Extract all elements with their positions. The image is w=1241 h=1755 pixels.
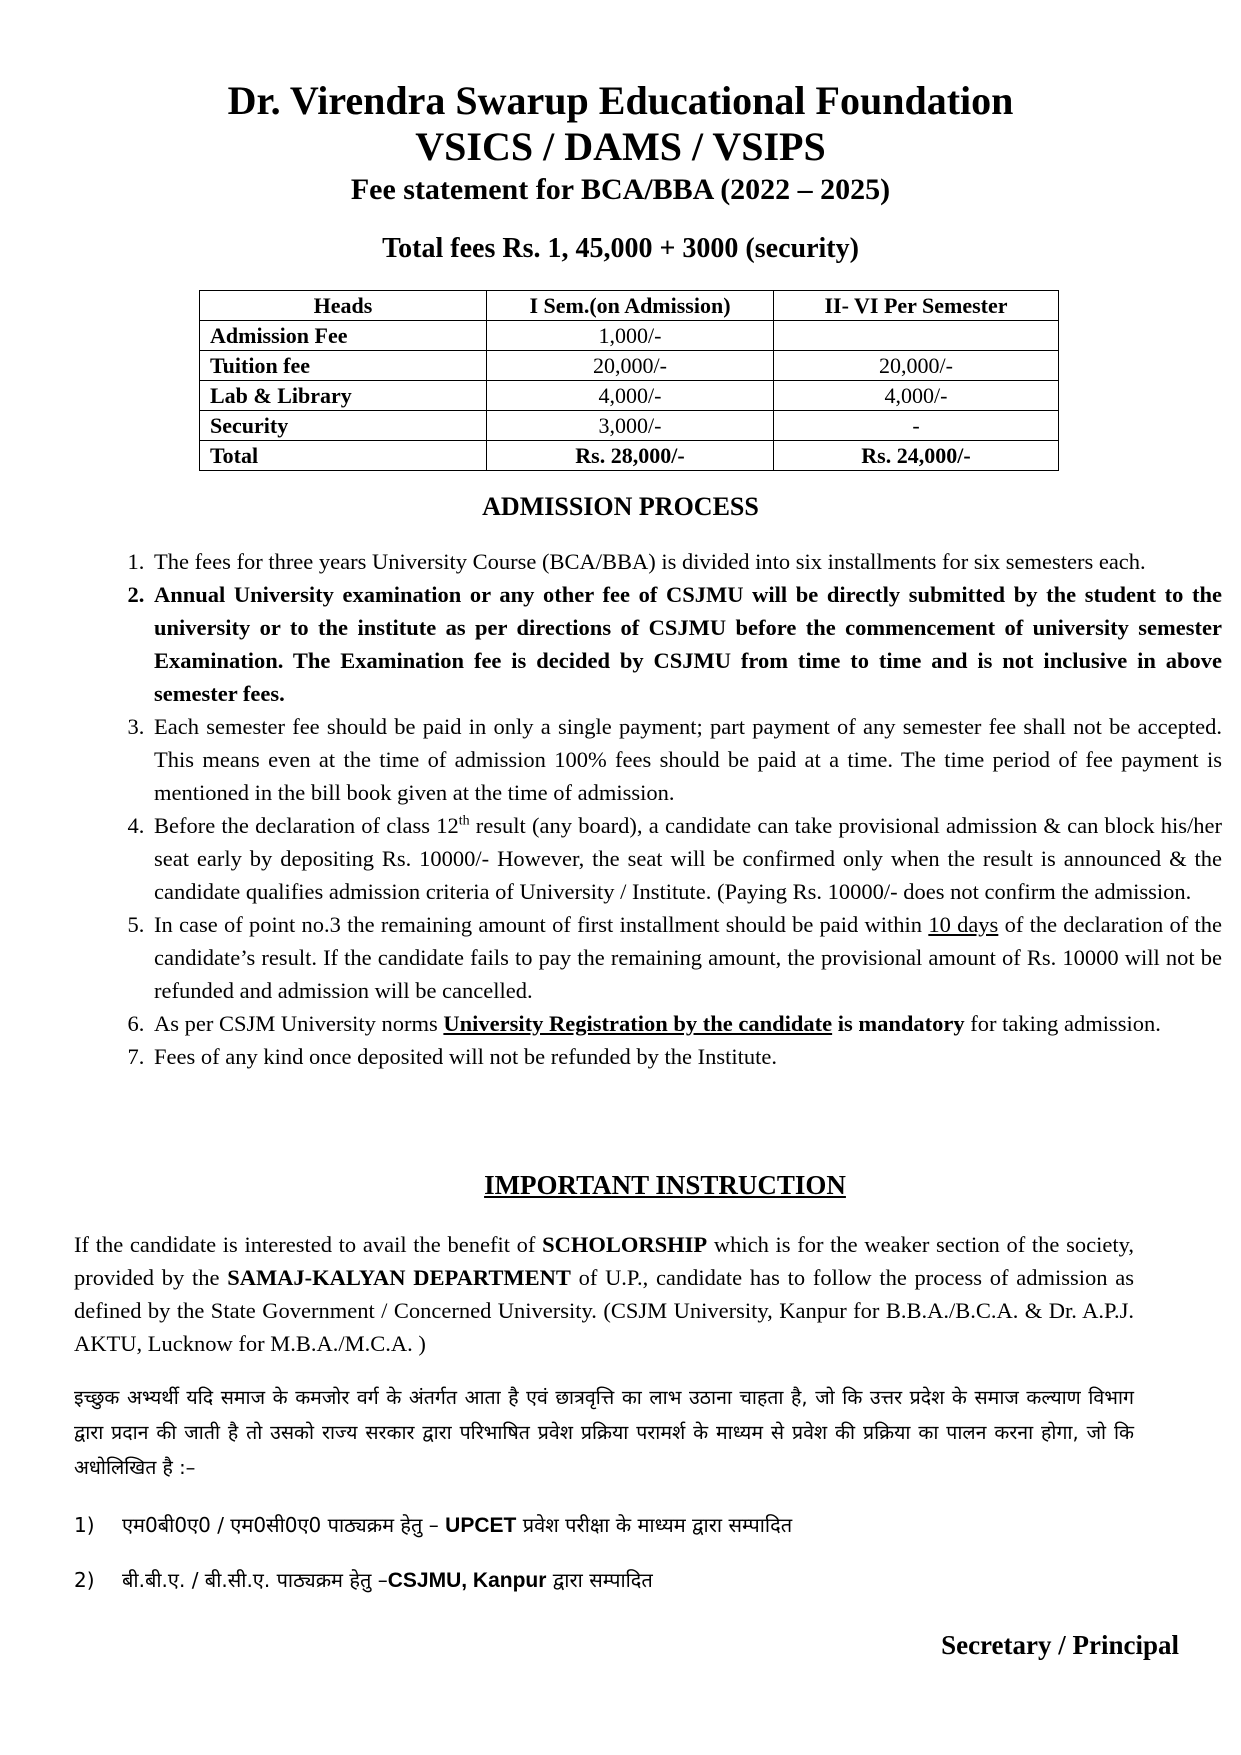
admission-process-title: ADMISSION PROCESS xyxy=(482,492,759,521)
hindi-list-item xyxy=(74,1510,1134,1541)
institute-names: VSICS / DAMS / VSIPS xyxy=(415,124,826,169)
first-sem-value: 1,000/- xyxy=(487,321,774,351)
table-row xyxy=(200,351,1059,381)
important-instruction-title: IMPORTANT INSTRUCTION xyxy=(484,1170,846,1200)
list-item: 1. The fees for three years University Course (BCA/BBA) is divided into six installments for six semesters each. xyxy=(150,545,1222,578)
hindi-list-item xyxy=(74,1565,1134,1596)
item6-registration: University Registration by the candidate xyxy=(443,1011,833,1036)
first-sem-value: 20,000/- xyxy=(487,351,774,381)
column-first-sem: I Sem.(on Admission) xyxy=(487,291,774,321)
csjmu-keyword: CSJMU, Kanpur xyxy=(387,1569,547,1592)
scholarship-keyword: SCHOLORSHIP xyxy=(542,1232,708,1257)
table-row-total xyxy=(200,441,1059,471)
item-number: 1) xyxy=(74,1513,95,1537)
later-sem-value: 20,000/- xyxy=(774,351,1059,381)
upcet-keyword: UPCET xyxy=(445,1514,517,1537)
para-text-c: which is for the weaker section of the society, provided by the xyxy=(74,1232,1134,1290)
item6-text-b: for taking admission. xyxy=(964,1011,1161,1036)
fee-table xyxy=(199,290,1059,471)
fee-table-header xyxy=(200,291,1059,321)
item4-superscript: th xyxy=(458,813,470,829)
list-item: 2. Annual University examination or any other fee of CSJMU will be directly submitted by the student to the university or to the institute as per directions of CSJMU before the commencement of university semester Examination. The Examination fee is decided by CSJMU from time to time and is not inclusive in above semester fees. xyxy=(150,578,1222,710)
list-item xyxy=(150,908,1222,1007)
item5-text-b: of the declaration of the candidate’s result. If the candidate fails to pay the remaining amount, the provisional amount of Rs. 10000 will not be refunded and admission will be cancelled. xyxy=(154,912,1222,1003)
admission-process-list xyxy=(110,545,1222,1073)
hindi-paragraph: इच्छुक अभ्यर्थी यदि समाज के कमजोर वर्ग के अंतर्गत आता है एवं छात्रवृत्ति का लाभ उठाना चाहता है, जो कि उत्तर प्रदेश के समाज कल्याण विभाग द्वारा प्रदान की जाती है तो उसको राज्य सरकार द्वारा परिभाषित प्रवेश प्रक्रिया परामर्श के माध्यम से प्रवेश की प्रक्रिया का पालन करना होगा, जो कि अधोलिखित है :– xyxy=(74,1386,1134,1479)
row-head: Admission Fee xyxy=(200,321,487,351)
item5-deadline: 10 days xyxy=(928,912,999,937)
item4-text-a: Before the declaration of class 12 xyxy=(154,813,459,838)
para-text-d: of U.P., candidate has to follow the process of admission as defined by the State Government / Concerned University. (CSJM University, Kanpur for B.B.A./B.C.A. & Dr. A.P.J. AKTU, Lucknow for M.B.A./M.C.A. ) xyxy=(74,1265,1134,1356)
first-sem-value: 4,000/- xyxy=(487,381,774,411)
item5-text-a: In case of point no.3 the remaining amount of first installment should be paid within xyxy=(154,912,929,937)
item6-mandatory: is mandatory xyxy=(832,1011,965,1036)
row-head: Security xyxy=(200,411,487,441)
item6-text-a: As per CSJM University norms xyxy=(154,1011,444,1036)
item-text-a: एम0बी0ए0 / एम0सी0ए0 पाठ्यक्रम हेतु – xyxy=(122,1513,446,1537)
list-item xyxy=(150,809,1222,908)
table-row xyxy=(200,321,1059,351)
item4-text-b: result (any board), a candidate can take provisional admission & can block his/her seat early by depositing Rs. 10000/- However, the seat will be confirmed only when the result is announced & the candidate qualifies admission criteria of University / Institute. (Paying Rs. 10000/- does not confirm the admission. xyxy=(154,813,1222,904)
column-heads: Heads xyxy=(200,291,487,321)
item-number: 2) xyxy=(74,1568,95,1592)
fee-statement-title: Fee statement for BCA/BBA (2022 – 2025) xyxy=(350,173,891,206)
later-sem-value: 4,000/- xyxy=(774,381,1059,411)
scholarship-paragraph xyxy=(74,1228,1134,1360)
item-text-b: प्रवेश परीक्षा के माध्यम द्वारा सम्पादित xyxy=(516,1513,793,1537)
later-sem-value xyxy=(774,321,1059,351)
first-sem-value: 3,000/- xyxy=(487,411,774,441)
table-row xyxy=(200,411,1059,441)
signature-line: Secretary / Principal xyxy=(941,1630,1179,1660)
organization-name: Dr. Virendra Swarup Educational Foundation xyxy=(227,78,1014,123)
para-text-a: If the candidate is interested to avail the benefit of xyxy=(74,1232,543,1257)
list-item: 3. Each semester fee should be paid in only a single payment; part payment of any semester fee shall not be accepted. This means even at the time of admission 100% fees should be paid at a time. The time period of fee payment is mentioned in the bill book given at the time of admission. xyxy=(150,710,1222,809)
total-fees-line: Total fees Rs. 1, 45,000 + 3000 (security) xyxy=(382,233,859,264)
item-text-a: बी.बी.ए. / बी.सी.ए. पाठ्यक्रम हेतु – xyxy=(122,1568,388,1592)
table-row xyxy=(200,381,1059,411)
first-sem-total: Rs. 28,000/- xyxy=(487,441,774,471)
list-item: 7. Fees of any kind once deposited will not be refunded by the Institute. xyxy=(150,1040,1222,1073)
row-head: Total xyxy=(200,441,487,471)
later-sem-total: Rs. 24,000/- xyxy=(774,441,1059,471)
department-keyword: SAMAJ-KALYAN DEPARTMENT xyxy=(227,1265,571,1290)
item-text-b: द्वारा सम्पादित xyxy=(546,1568,653,1592)
later-sem-value: - xyxy=(774,411,1059,441)
row-head: Lab & Library xyxy=(200,381,487,411)
list-item xyxy=(150,1007,1222,1040)
column-later-sems: II- VI Per Semester xyxy=(774,291,1059,321)
row-head: Tuition fee xyxy=(200,351,487,381)
